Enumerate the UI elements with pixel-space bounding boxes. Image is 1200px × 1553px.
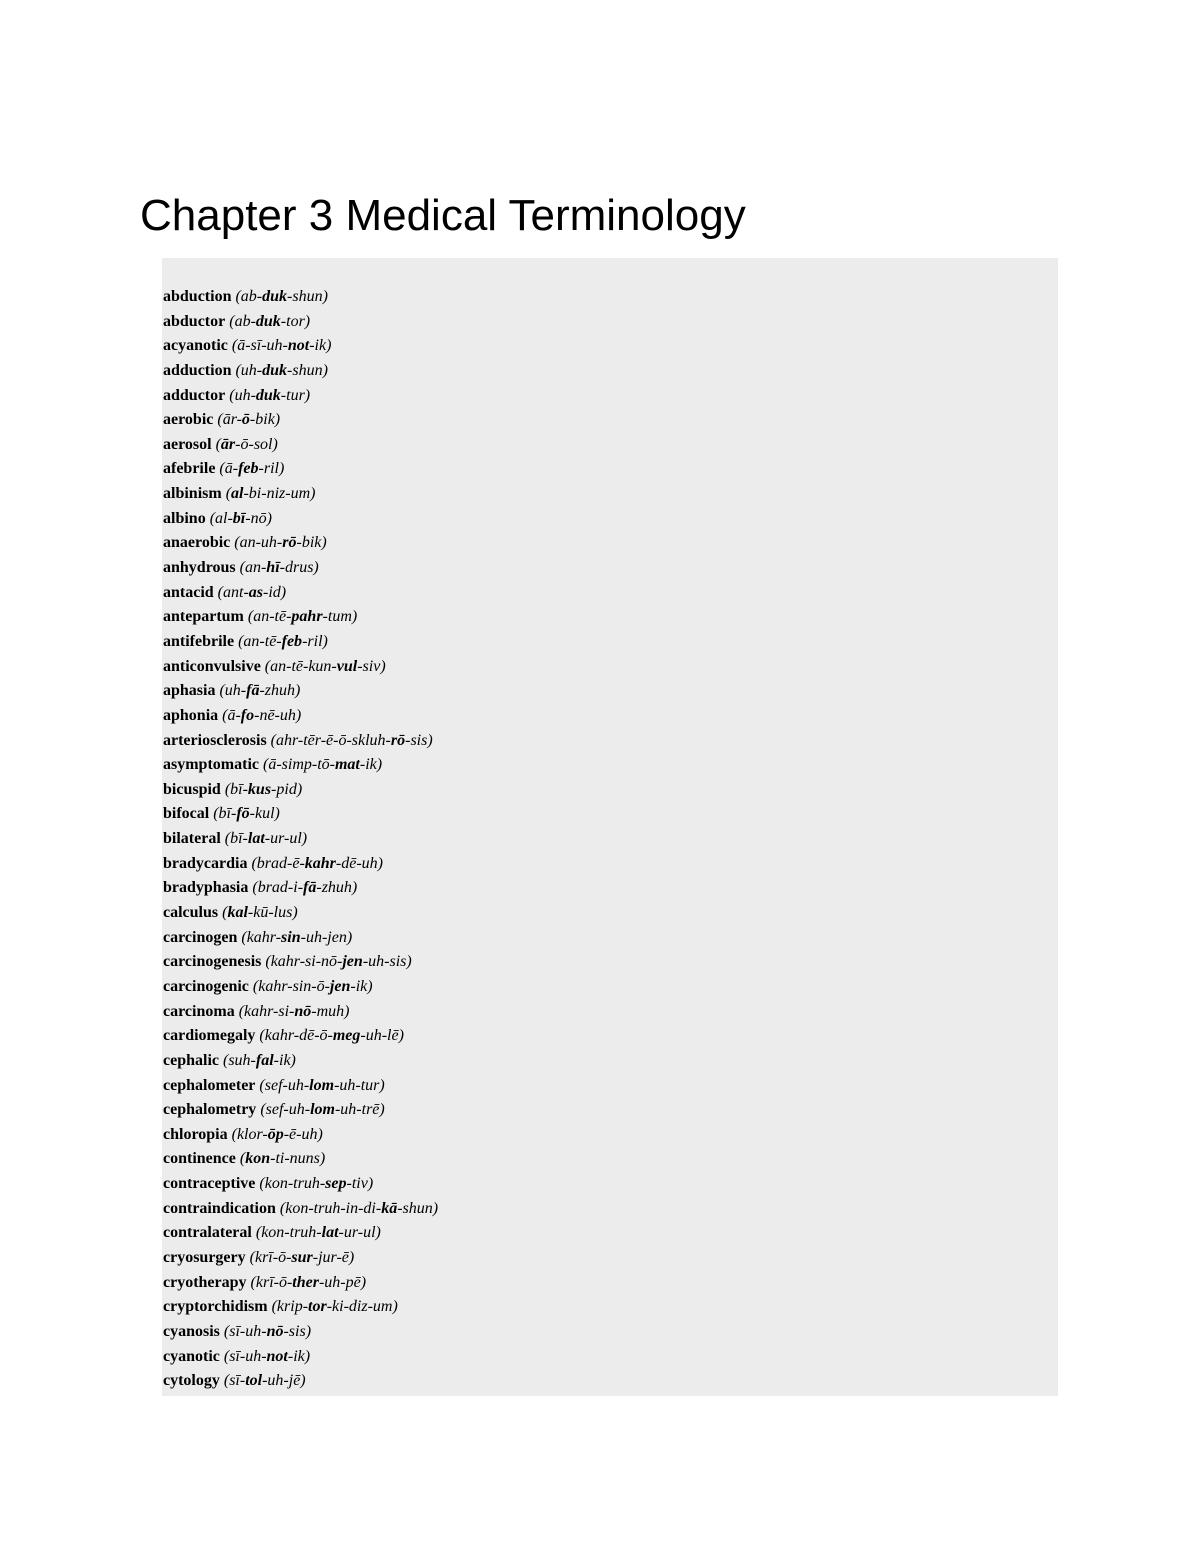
stressed-syllable: fō xyxy=(236,805,250,823)
term-row xyxy=(162,1000,1058,1025)
syllable: -shun xyxy=(287,288,323,305)
syllable: -id xyxy=(263,583,281,601)
syllable: -ik xyxy=(359,756,377,774)
stressed-syllable: lat xyxy=(321,1224,339,1242)
term-list xyxy=(162,285,1058,1394)
term-pronunciation: (bī-kus-pid) xyxy=(224,780,303,798)
term-word: continence xyxy=(163,1150,236,1168)
term-word: contraceptive xyxy=(163,1175,256,1193)
term-pronunciation: (bī-fō-kul) xyxy=(213,805,280,823)
stressed-syllable: tor xyxy=(308,1298,327,1316)
syllable: -kul xyxy=(249,805,275,823)
syllable: krī-ō- xyxy=(255,1273,293,1291)
term-row xyxy=(162,1295,1058,1320)
syllable: al- xyxy=(215,509,233,527)
term-row xyxy=(162,334,1058,359)
term-row xyxy=(162,507,1058,532)
stressed-syllable: mat xyxy=(334,756,360,774)
term-row xyxy=(162,1074,1058,1099)
term-row xyxy=(162,926,1058,951)
syllable: krī-ō- xyxy=(254,1248,292,1266)
stressed-syllable: fā xyxy=(303,879,317,897)
stressed-syllable: lom xyxy=(309,1076,335,1094)
term-word: anhydrous xyxy=(163,559,236,577)
term-row xyxy=(162,408,1058,433)
stressed-syllable: bī xyxy=(232,509,246,527)
term-pronunciation: (krip-tor-ki-diz-um) xyxy=(271,1298,398,1316)
term-pronunciation: (ab-duk-shun) xyxy=(235,288,328,305)
term-pronunciation: (kon-truh-lat-ur-ul) xyxy=(255,1224,381,1242)
term-word: abduction xyxy=(163,288,232,305)
term-pronunciation: (uh-fā-zhuh) xyxy=(219,682,301,700)
stressed-syllable: pahr xyxy=(291,608,323,626)
syllable: -muh xyxy=(311,1002,345,1020)
term-word: calculus xyxy=(163,904,219,922)
term-pronunciation: (kahr-dē-ō-meg-uh-lē) xyxy=(259,1027,404,1045)
term-pronunciation: (uh-duk-tur) xyxy=(229,386,311,404)
syllable: bī- xyxy=(218,805,237,823)
syllable: ā-simp-tō- xyxy=(268,756,335,774)
syllable: an-tē-kun- xyxy=(270,657,337,675)
syllable: -drus xyxy=(279,559,314,577)
term-word: antifebrile xyxy=(163,632,235,650)
syllable: -ik xyxy=(309,337,327,355)
stressed-syllable: ther xyxy=(292,1273,319,1291)
term-pronunciation: (sī-tol-uh-jē) xyxy=(223,1372,306,1390)
stressed-syllable: duk xyxy=(255,386,281,404)
term-word: cyanosis xyxy=(163,1322,220,1340)
term-pronunciation: (an-uh-rō-bik) xyxy=(234,534,327,552)
syllable: -ik xyxy=(287,1347,305,1365)
term-word: albino xyxy=(163,509,206,527)
term-word: asymptomatic xyxy=(163,756,259,774)
syllable: ār- xyxy=(222,411,242,429)
term-row xyxy=(162,1172,1058,1197)
term-word: aphasia xyxy=(163,682,216,700)
syllable: -ti-nuns xyxy=(270,1150,320,1168)
term-pronunciation: (al-bi-niz-um) xyxy=(225,485,316,503)
term-word: adduction xyxy=(163,361,232,379)
term-pronunciation: (an-tē-kun-vul-siv) xyxy=(264,657,386,675)
syllable: ab- xyxy=(234,312,256,330)
term-pronunciation: (kon-truh-sep-tiv) xyxy=(259,1175,374,1193)
glossary-box xyxy=(162,258,1058,1396)
syllable: -bi-niz-um xyxy=(243,485,311,503)
term-word: acyanotic xyxy=(163,337,228,355)
syllable: an- xyxy=(244,559,267,577)
syllable: ab- xyxy=(240,288,263,305)
term-row xyxy=(162,1049,1058,1074)
term-row xyxy=(162,384,1058,409)
term-pronunciation: (krī-ō-sur-jur-ē) xyxy=(249,1248,355,1266)
syllable: kahr-dē-ō- xyxy=(264,1027,333,1045)
term-row xyxy=(162,679,1058,704)
term-pronunciation: (ant-as-id) xyxy=(217,583,287,601)
term-pronunciation: (suh-fal-ik) xyxy=(223,1051,296,1069)
stressed-syllable: sin xyxy=(281,928,301,946)
stressed-syllable: jen xyxy=(329,977,351,995)
syllable: krip- xyxy=(276,1298,309,1316)
syllable: -tur xyxy=(280,386,305,404)
term-pronunciation: (ab-duk-tor) xyxy=(229,312,311,330)
term-row xyxy=(162,704,1058,729)
syllable: -jur-ē xyxy=(312,1248,349,1266)
term-pronunciation: (al-bī-nō) xyxy=(209,509,272,527)
term-pronunciation: (sī-uh-nō-sis) xyxy=(223,1322,312,1340)
term-word: anticonvulsive xyxy=(163,657,261,675)
syllable: -zhuh xyxy=(259,682,296,700)
term-row xyxy=(162,605,1058,630)
term-word: contralateral xyxy=(163,1224,252,1242)
syllable: -uh-trē xyxy=(334,1101,380,1119)
syllable: an-tē- xyxy=(253,608,292,626)
term-row xyxy=(162,531,1058,556)
term-row xyxy=(162,630,1058,655)
term-pronunciation: (bī-lat-ur-ul) xyxy=(224,830,308,848)
stressed-syllable: al xyxy=(231,485,244,503)
term-pronunciation: (sī-uh-not-ik) xyxy=(223,1347,311,1365)
stressed-syllable: not xyxy=(287,337,310,355)
term-word: aerobic xyxy=(163,411,214,429)
term-row xyxy=(162,482,1058,507)
stressed-syllable: kal xyxy=(227,904,248,922)
stressed-syllable: vul xyxy=(336,657,358,675)
syllable: ā- xyxy=(227,706,241,724)
page-title: Chapter 3 Medical Terminology xyxy=(140,191,746,240)
term-row xyxy=(162,1369,1058,1394)
syllable: -nē-uh xyxy=(254,706,296,724)
stressed-syllable: nō xyxy=(266,1322,284,1340)
term-pronunciation: (kahr-si-nō-muh) xyxy=(238,1002,350,1020)
term-row xyxy=(162,1246,1058,1271)
stressed-syllable: hī xyxy=(266,559,280,577)
term-pronunciation: (ār-ō-bik) xyxy=(217,411,281,429)
syllable: -ik xyxy=(350,977,368,995)
term-word: cryptorchidism xyxy=(163,1298,268,1316)
term-row xyxy=(162,1123,1058,1148)
syllable: -ril xyxy=(258,460,279,478)
syllable: kon-truh- xyxy=(264,1175,326,1193)
term-word: chloropia xyxy=(163,1125,228,1143)
syllable: -uh-tur xyxy=(334,1076,380,1094)
stressed-syllable: ōp xyxy=(267,1125,284,1143)
term-pronunciation: (ā-fo-nē-uh) xyxy=(222,706,302,724)
term-row xyxy=(162,655,1058,680)
term-word: cephalic xyxy=(163,1051,219,1069)
syllable: -tum xyxy=(322,608,352,626)
term-row xyxy=(162,950,1058,975)
syllable: uh- xyxy=(234,386,256,404)
stressed-syllable: kahr xyxy=(304,854,336,872)
stressed-syllable: not xyxy=(266,1347,288,1365)
syllable: -shun xyxy=(287,361,323,379)
term-row xyxy=(162,310,1058,335)
syllable: suh- xyxy=(228,1051,256,1069)
term-row xyxy=(162,556,1058,581)
term-word: anaerobic xyxy=(163,534,231,552)
term-row xyxy=(162,876,1058,901)
stressed-syllable: kā xyxy=(381,1199,398,1217)
stressed-syllable: tol xyxy=(245,1372,263,1390)
term-row xyxy=(162,359,1058,384)
syllable: bī- xyxy=(230,780,248,798)
syllable: -ril xyxy=(302,632,323,650)
syllable: an-uh- xyxy=(239,534,283,552)
term-pronunciation: (an-tē-pahr-tum) xyxy=(247,608,358,626)
stressed-syllable: fo xyxy=(240,706,255,724)
term-row xyxy=(162,778,1058,803)
syllable: -ki-diz-um xyxy=(326,1298,393,1316)
syllable: -uh-sis xyxy=(362,953,407,971)
syllable: sī-uh- xyxy=(229,1347,267,1365)
term-pronunciation: (ā-feb-ril) xyxy=(219,460,285,478)
syllable: -ō-sol xyxy=(235,435,273,453)
term-word: afebrile xyxy=(163,460,216,478)
term-row xyxy=(162,1098,1058,1123)
syllable: -uh-jen xyxy=(300,928,347,946)
term-word: carcinogen xyxy=(163,928,238,946)
term-pronunciation: (ā-simp-tō-mat-ik) xyxy=(262,756,383,774)
syllable: sef-uh- xyxy=(265,1101,311,1119)
term-word: arteriosclerosis xyxy=(163,731,267,749)
syllable: kon-truh- xyxy=(261,1224,322,1242)
term-pronunciation: (krī-ō-ther-uh-pē) xyxy=(250,1273,367,1291)
term-pronunciation: (an-tē-feb-ril) xyxy=(238,632,328,650)
stressed-syllable: sep xyxy=(325,1175,347,1193)
syllable: -nō xyxy=(245,509,267,527)
syllable: brad-ē- xyxy=(256,854,305,872)
syllable: -pid xyxy=(271,780,297,798)
term-pronunciation: (brad-ē-kahr-dē-uh) xyxy=(251,854,383,872)
stressed-syllable: lat xyxy=(247,830,265,848)
term-word: bradycardia xyxy=(163,854,248,872)
stressed-syllable: feb xyxy=(281,632,303,650)
syllable: kon-truh-in-di- xyxy=(285,1199,382,1217)
term-row xyxy=(162,852,1058,877)
stressed-syllable: fal xyxy=(255,1051,274,1069)
syllable: bī- xyxy=(230,830,248,848)
term-pronunciation: (ahr-tēr-ē-ō-skluh-rō-sis) xyxy=(270,731,433,749)
term-pronunciation: (uh-duk-shun) xyxy=(235,361,328,379)
syllable: brad-i- xyxy=(257,879,304,897)
term-word: aerosol xyxy=(163,435,212,453)
term-row xyxy=(162,1147,1058,1172)
syllable: -tor xyxy=(280,312,305,330)
term-pronunciation: (sef-uh-lom-uh-trē) xyxy=(260,1101,385,1119)
stressed-syllable: sur xyxy=(291,1248,313,1266)
term-row xyxy=(162,285,1058,310)
term-row xyxy=(162,1024,1058,1049)
syllable: ā- xyxy=(224,460,239,478)
syllable: -kū-lus xyxy=(247,904,293,922)
syllable: -dē-uh xyxy=(335,854,378,872)
syllable: klor- xyxy=(236,1125,268,1143)
term-word: bicuspid xyxy=(163,780,221,798)
term-pronunciation: (sef-uh-lom-uh-tur) xyxy=(259,1076,385,1094)
syllable: an-tē- xyxy=(243,632,282,650)
syllable: kahr- xyxy=(246,928,282,946)
syllable: ant- xyxy=(223,583,249,601)
term-row xyxy=(162,1197,1058,1222)
term-row xyxy=(162,901,1058,926)
term-pronunciation: (kal-kū-lus) xyxy=(222,904,298,922)
term-row xyxy=(162,457,1058,482)
term-pronunciation: (kahr-sin-ō-jen-ik) xyxy=(252,977,373,995)
term-word: cyanotic xyxy=(163,1347,220,1365)
stressed-syllable: feb xyxy=(238,460,259,478)
syllable: -ik xyxy=(273,1051,291,1069)
term-pronunciation: (klor-ōp-ē-uh) xyxy=(231,1125,323,1143)
syllable: -sis xyxy=(283,1322,306,1340)
syllable: kahr-sin-ō- xyxy=(258,977,330,995)
syllable: uh- xyxy=(240,361,263,379)
stressed-syllable: meg xyxy=(332,1027,361,1045)
term-pronunciation: (kon-truh-in-di-kā-shun) xyxy=(279,1199,439,1217)
term-row xyxy=(162,1271,1058,1296)
term-pronunciation: (brad-i-fā-zhuh) xyxy=(252,879,358,897)
term-pronunciation: (ār-ō-sol) xyxy=(215,435,278,453)
term-row xyxy=(162,753,1058,778)
stressed-syllable: duk xyxy=(262,361,288,379)
term-word: cardiomegaly xyxy=(163,1027,256,1045)
term-word: albinism xyxy=(163,485,222,503)
syllable: kahr-si- xyxy=(244,1002,295,1020)
stressed-syllable: duk xyxy=(262,288,288,305)
term-row xyxy=(162,802,1058,827)
syllable: -tiv xyxy=(346,1175,368,1193)
syllable: ā-sī-uh- xyxy=(237,337,288,355)
term-pronunciation: (kon-ti-nuns) xyxy=(239,1150,326,1168)
term-pronunciation: (kahr-si-nō-jen-uh-sis) xyxy=(265,953,412,971)
term-word: abductor xyxy=(163,312,226,330)
stressed-syllable: rō xyxy=(282,534,297,552)
term-row xyxy=(162,433,1058,458)
syllable: -zhuh xyxy=(316,879,352,897)
stressed-syllable: as xyxy=(248,583,264,601)
term-word: carcinogenic xyxy=(163,977,249,995)
stressed-syllable: rō xyxy=(390,731,406,749)
term-row xyxy=(162,975,1058,1000)
term-pronunciation: (an-hī-drus) xyxy=(239,559,319,577)
term-word: cytology xyxy=(163,1372,220,1390)
term-row xyxy=(162,827,1058,852)
term-word: cephalometry xyxy=(163,1101,257,1119)
term-word: bradyphasia xyxy=(163,879,249,897)
syllable: -sis xyxy=(405,731,428,749)
stressed-syllable: jen xyxy=(342,953,363,971)
stressed-syllable: ār xyxy=(220,435,236,453)
term-word: carcinoma xyxy=(163,1002,235,1020)
term-row xyxy=(162,729,1058,754)
term-word: cryotherapy xyxy=(163,1273,247,1291)
term-word: adductor xyxy=(163,386,226,404)
term-row xyxy=(162,1320,1058,1345)
syllable: -bik xyxy=(249,411,275,429)
syllable: -uh-jē xyxy=(262,1372,301,1390)
term-word: bifocal xyxy=(163,805,210,823)
syllable: sī-uh- xyxy=(229,1322,267,1340)
term-word: antepartum xyxy=(163,608,244,626)
syllable: -uh-lē xyxy=(360,1027,399,1045)
term-pronunciation: (ā-sī-uh-not-ik) xyxy=(231,337,332,355)
term-word: carcinogenesis xyxy=(163,953,262,971)
stressed-syllable: nō xyxy=(294,1002,312,1020)
stressed-syllable: kus xyxy=(247,780,272,798)
syllable: -uh-pē xyxy=(318,1273,361,1291)
syllable: sī- xyxy=(229,1372,246,1390)
syllable: -ur-ul xyxy=(264,830,302,848)
stressed-syllable: fā xyxy=(246,682,260,700)
term-row xyxy=(162,1221,1058,1246)
syllable: ahr-tēr-ē-ō-skluh- xyxy=(276,731,391,749)
term-word: antacid xyxy=(163,583,214,601)
syllable: -bik xyxy=(296,534,322,552)
syllable: -ē-uh xyxy=(283,1125,318,1143)
term-row xyxy=(162,581,1058,606)
syllable: -ur-ul xyxy=(338,1224,376,1242)
stressed-syllable: kon xyxy=(245,1150,271,1168)
term-pronunciation: (kahr-sin-uh-jen) xyxy=(241,928,353,946)
term-word: contraindication xyxy=(163,1199,276,1217)
term-row xyxy=(162,1345,1058,1370)
syllable: kahr-si-nō- xyxy=(270,953,343,971)
term-word: cryosurgery xyxy=(163,1248,246,1266)
syllable: sef-uh- xyxy=(264,1076,310,1094)
term-word: aphonia xyxy=(163,706,219,724)
stressed-syllable: ō xyxy=(241,411,250,429)
term-word: bilateral xyxy=(163,830,221,848)
term-word: cephalometer xyxy=(163,1076,256,1094)
syllable: -siv xyxy=(357,657,381,675)
syllable: uh- xyxy=(224,682,247,700)
syllable: -shun xyxy=(397,1199,433,1217)
stressed-syllable: lom xyxy=(310,1101,335,1119)
stressed-syllable: duk xyxy=(255,312,281,330)
